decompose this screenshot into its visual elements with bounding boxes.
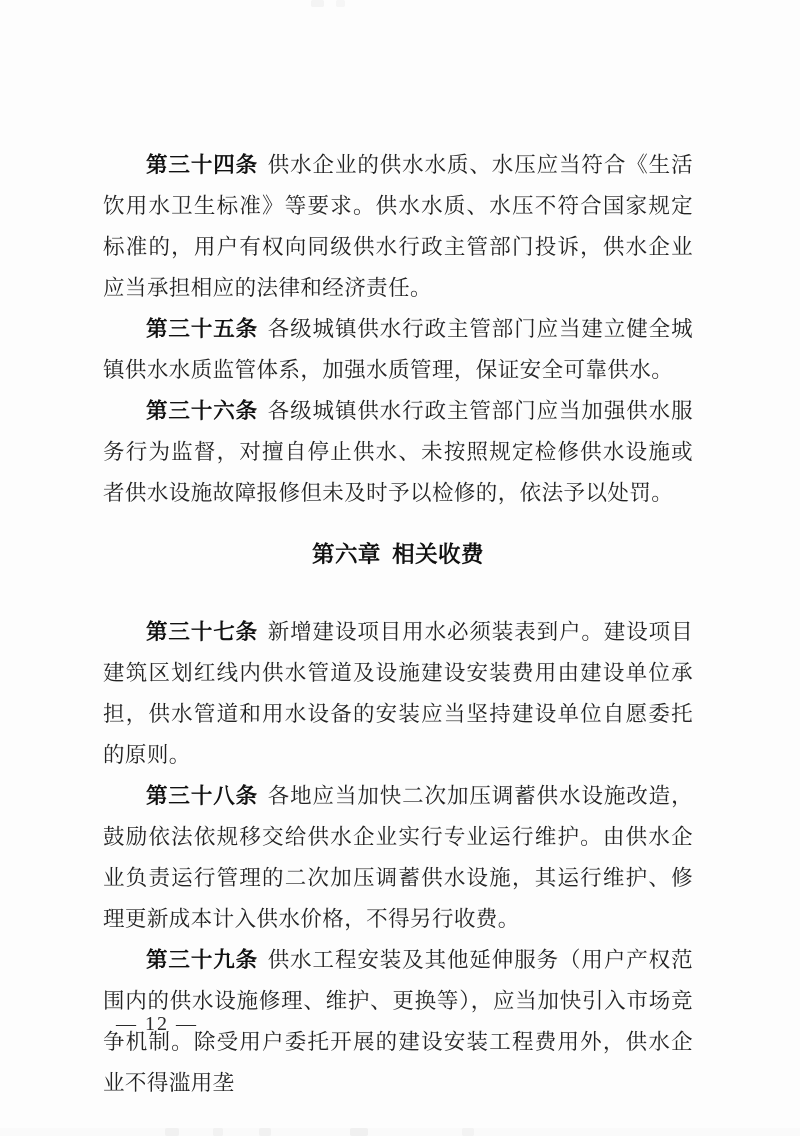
article-36 xyxy=(103,391,693,514)
chapter-heading xyxy=(103,534,693,575)
article-38-text: 各地应当加快二次加压调蓄供水设施改造，鼓励依法依规移交给供水企业实行专业运行维护。由供水企业负责运行管理的二次加压调蓄供水设施，其运行维护、修理更新成本计入供水价格，不得另行收费。 xyxy=(103,784,693,931)
article-35 xyxy=(103,309,693,391)
chapter-number: 第六章 xyxy=(312,542,381,567)
scan-artifact-top-right xyxy=(336,0,345,7)
page-number: — 12 — xyxy=(116,1013,198,1035)
article-37-text: 新增建设项目用水必须装表到户。建设项目建筑区划红线内供水管道及设施建设安装费用由建设单位承担，供水管道和用水设备的安装应当坚持建设单位自愿委托的原则。 xyxy=(103,620,693,767)
article-35-text: 各级城镇供水行政主管部门应当建立健全城镇供水水质监管体系，加强水质管理，保证安全可靠供水。 xyxy=(103,317,693,382)
scan-artifact-bottom-band xyxy=(0,1128,800,1136)
scan-artifact-bottom-4 xyxy=(350,1128,368,1136)
article-39-text: 供水工程安装及其他延伸服务（用户产权范围内的供水设施修理、维护、更换等），应当加快引入市场竞争机制。除受用户委托开展的建设安装工程费用外，供水企业不得滥用垄 xyxy=(103,948,693,1095)
article-35-number: 第三十五条 xyxy=(146,317,259,341)
article-36-text: 各级城镇供水行政主管部门应当加强供水服务行为监督，对擅自停止供水、未按照规定检修供水设施或者供水设施故障报修但未及时予以检修的，依法予以处罚。 xyxy=(103,399,693,505)
article-37 xyxy=(103,612,693,776)
article-39-number: 第三十九条 xyxy=(146,948,259,972)
scan-artifact-bottom-3 xyxy=(259,1128,271,1136)
scan-artifact-bottom-2 xyxy=(213,1128,223,1136)
document-body xyxy=(103,145,693,1104)
article-38 xyxy=(103,776,693,940)
scan-artifact-bottom-5 xyxy=(462,1128,474,1136)
article-37-number: 第三十七条 xyxy=(146,620,259,644)
article-34 xyxy=(103,145,693,309)
article-36-number: 第三十六条 xyxy=(146,399,259,423)
article-38-number: 第三十八条 xyxy=(146,784,259,808)
scan-artifact-top-left xyxy=(311,0,324,7)
article-34-text: 供水企业的供水水质、水压应当符合《生活饮用水卫生标准》等要求。供水水质、水压不符合国家规定标准的，用户有权向同级供水行政主管部门投诉，供水企业应当承担相应的法律和经济责任。 xyxy=(103,153,693,300)
article-34-number: 第三十四条 xyxy=(146,153,259,177)
scan-artifact-bottom-1 xyxy=(165,1128,179,1136)
chapter-title: 相关收费 xyxy=(392,542,484,567)
